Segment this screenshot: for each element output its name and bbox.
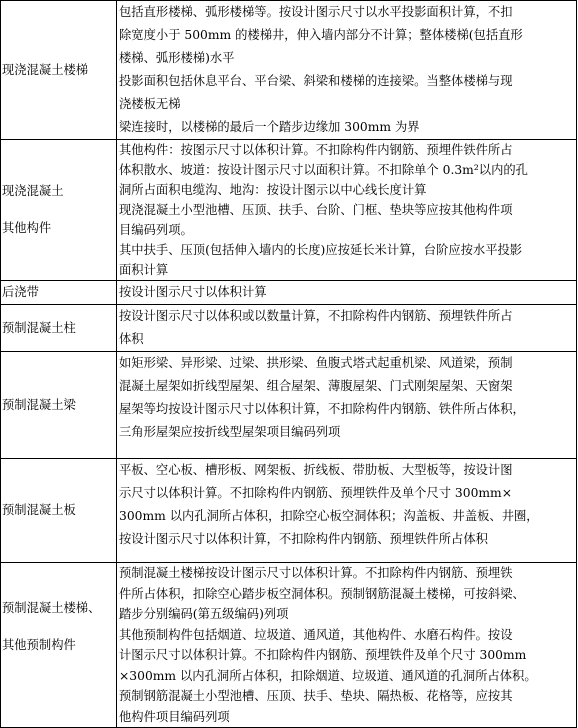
description-line: 按设计图示尺寸以体积计算 xyxy=(119,285,267,299)
description-line: 计图示尺寸以体积计算。不扣除构件内钢筋、预埋铁件及单个尺寸 300mm xyxy=(119,648,527,662)
table-row xyxy=(1,563,577,728)
description-line: 如矩形梁、异形梁、过梁、拱形梁、鱼腹式塔式起重机梁、风道梁，预制 xyxy=(119,356,513,370)
row-label xyxy=(1,1,117,140)
row-description xyxy=(117,305,577,352)
row-description xyxy=(117,563,577,728)
table-row xyxy=(1,140,577,281)
table-row xyxy=(1,281,577,305)
description-line: 梁连接时，以楼梯的最后一个踏步边缘加 300mm 为界 xyxy=(119,120,420,134)
row-label xyxy=(1,563,117,728)
row-label xyxy=(1,305,117,352)
description-line: 其他预制构件包括烟道、垃圾道、通风道，其他构件、水磨石构件。按设 xyxy=(119,627,513,642)
row-description xyxy=(117,281,577,305)
row-label-line: 现浇混凝土楼梯 xyxy=(2,62,89,77)
description-line: 除宽度小于 500mm 的楼梯井，伸入墙内部分不计算；整体楼梯(包括直形 xyxy=(119,28,523,42)
row-description xyxy=(117,1,577,140)
table-row xyxy=(1,459,577,563)
row-description xyxy=(117,459,577,563)
row-label-line: 预制混凝土楼梯、 xyxy=(2,601,101,615)
row-label-line: 预制混凝土梁 xyxy=(2,397,76,412)
description-line: 按设计图示尺寸以体积计算，不扣除构件内钢筋、预埋铁件所占体积 xyxy=(119,532,488,546)
row-label xyxy=(1,352,117,459)
description-line: 三角形屋架应按折线型屋架项目编码列项 xyxy=(119,425,341,439)
row-description xyxy=(117,140,577,281)
description-line: 投影面积包括休息平台、平台梁、斜梁和楼梯的连接梁。当整体楼梯与现 xyxy=(119,74,513,88)
row-label xyxy=(1,140,117,281)
table-row xyxy=(1,305,577,352)
row-description xyxy=(117,352,577,459)
description-line: 屋架等均按设计图示尺寸以体积计算，不扣除构件内钢筋、铁件所占体积， xyxy=(119,402,525,416)
description-line: ×300mm 以内孔洞所占体积，扣除烟道、垃圾道、通风道的孔洞所占体积。 xyxy=(119,668,537,683)
row-label xyxy=(1,281,117,305)
description-line: 预制钢筋混凝土小型池槽、压顶、扶手、垫块、隔热板、花格等，应按其 xyxy=(119,689,513,703)
description-line: 预制混凝土楼梯按设计图示尺寸以体积计算。不扣除构件内钢筋、预埋铁 xyxy=(119,566,513,580)
description-line: 平板、空心板、槽形板、网架板、折线板、带肋板、大型板等，按设计图 xyxy=(119,463,513,477)
description-line: 目编码列项。 xyxy=(119,223,193,237)
description-line: 面积计算 xyxy=(119,263,169,277)
description-line: 其中扶手、压顶(包括伸入墙内的长度)应按延长米计算，台阶应按水平投影 xyxy=(119,243,523,257)
description-line: 洞所占面积电缆沟、地沟：按设计图示以中心线长度计算 xyxy=(119,183,427,197)
table-row xyxy=(1,1,577,140)
table-row xyxy=(1,352,577,459)
description-line: 浇楼板无梯 xyxy=(119,97,181,111)
row-label xyxy=(1,459,117,563)
row-label-line: 后浇带 xyxy=(2,285,39,299)
description-line: 他构件项目编码列项 xyxy=(119,709,230,724)
description-line: 其他构件：按图示尺寸以体积计算。不扣除构件内钢筋、预埋件铁件所占 xyxy=(119,143,513,157)
row-label-line: 现浇混凝土 xyxy=(2,184,64,198)
row-label-line: 其他预制构件 xyxy=(2,638,76,652)
row-label-line: 其他构件 xyxy=(2,221,52,235)
description-line: 现浇混凝土小型池槽、压顶、扶手、台阶、门框、垫块等应按其他构件项 xyxy=(119,203,513,217)
row-label-line: 预制混凝土柱 xyxy=(2,320,76,335)
description-line: 混凝土屋架如折线型屋架、组合屋架、薄腹屋架、门式刚架屋架、天窗架 xyxy=(119,379,513,393)
description-line: 300mm 以内孔洞所占体积，扣除空心板空洞体积；沟盖板、井盖板、井圈， xyxy=(119,509,539,523)
description-line: 示尺寸以体积计算。不扣除构件内钢筋、预埋铁件及单个尺寸 300mm× xyxy=(119,486,513,500)
description-line: 件所占体积，扣除空心踏步板空洞体积。预制钢筋混凝土楼梯，可按斜梁、 xyxy=(119,586,525,601)
description-line: 体积 xyxy=(119,332,144,346)
row-label-line: 预制混凝土板 xyxy=(2,503,76,517)
description-line: 按设计图示尺寸以体积或以数量计算，不扣除构件内钢筋、预埋铁件所占 xyxy=(119,309,513,323)
description-line: 体积散水、坡道：按设计图示尺寸以面积计算。不扣除单个 0.3m²以内的孔 xyxy=(119,163,528,177)
description-line: 包括直形楼梯、弧形楼梯等。按设计图示尺寸以水平投影面积计算，不扣 xyxy=(119,5,513,19)
description-line: 踏步分别编码(第五级编码)列项 xyxy=(119,607,289,621)
description-line: 楼梯、弧形楼梯)水平 xyxy=(119,51,235,65)
